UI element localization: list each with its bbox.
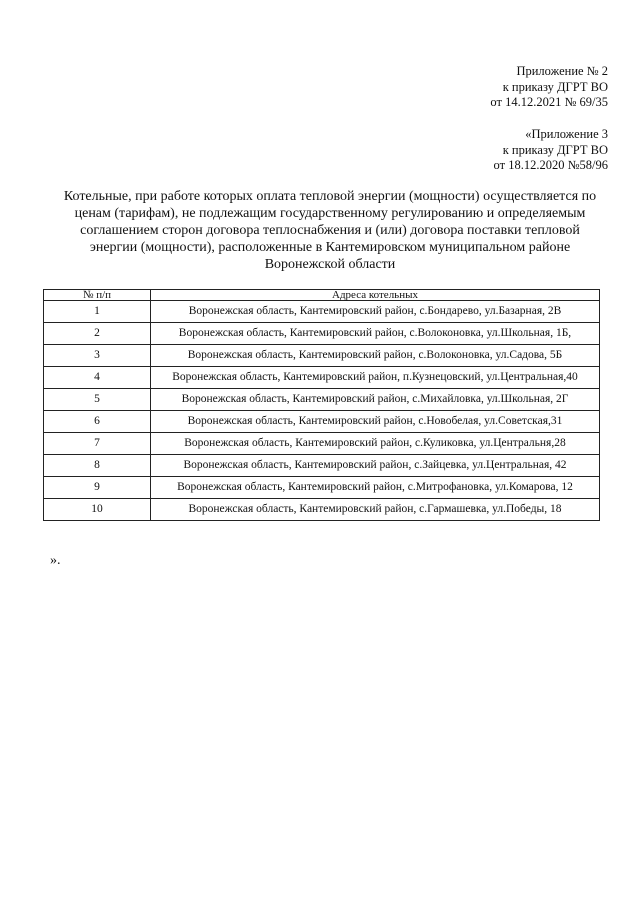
row-number: 3 [44, 345, 151, 367]
table-row [44, 411, 600, 433]
row-address: Воронежская область, Кантемировский район, с.Зайцевка, ул.Центральная, 42 [151, 455, 600, 477]
attachment-order-line: к приказу ДГРТ ВО [502, 142, 608, 157]
column-header-number: № п/п [44, 290, 151, 301]
table-row [44, 345, 600, 367]
row-number: 4 [44, 367, 151, 389]
row-number: 10 [44, 499, 151, 521]
table-row [44, 389, 600, 411]
row-address: Воронежская область, Кантемировский район, с.Бондарево, ул.Базарная, 2В [151, 301, 600, 323]
table-row [44, 301, 600, 323]
row-address: Воронежская область, Кантемировский район, с.Куликовка, ул.Центральня,28 [151, 433, 600, 455]
attachment-order-line: к приказу ДГРТ ВО [502, 79, 608, 94]
row-number: 1 [44, 301, 151, 323]
row-number: 9 [44, 477, 151, 499]
attachment-header-previous [494, 127, 608, 174]
row-address: Воронежская область, Кантемировский район, п.Кузнецовский, ул.Центральная,40 [151, 367, 600, 389]
document-title: Котельные, при работе которых оплата тепловой энергии (мощности) осуществляется по ценам (тарифам), не подлежащим государственному регулированию и определяемым соглашением сторон договора теплоснабжения и (или) договора поставки тепловой энергии (мощности), расположенные в Кантемировском муниципальном районе Воронежской области [63, 189, 597, 272]
attachment-line: Приложение № 2 [516, 64, 608, 78]
row-number: 6 [44, 411, 151, 433]
row-address: Воронежская область, Кантемировский район, с.Митрофановка, ул.Комарова, 12 [151, 477, 600, 499]
closing-quote: ». [50, 553, 61, 568]
row-address: Воронежская область, Кантемировский район, с.Новобелая, ул.Советская,31 [151, 411, 600, 433]
table-row [44, 367, 600, 389]
row-number: 2 [44, 323, 151, 345]
table-row [44, 455, 600, 477]
table-row [44, 323, 600, 345]
row-address: Воронежская область, Кантемировский район, с.Волоконовка, ул.Школьная, 1Б, [151, 323, 600, 345]
table-header-row [44, 290, 600, 301]
table-row [44, 477, 600, 499]
column-header-address: Адреса котельных [151, 290, 600, 301]
table-row [44, 499, 600, 521]
attachment-line: «Приложение 3 [525, 127, 608, 141]
row-address: Воронежская область, Кантемировский район, с.Волоконовка, ул.Садова, 5Б [151, 345, 600, 367]
table-row [44, 433, 600, 455]
row-number: 8 [44, 455, 151, 477]
boiler-address-table [43, 289, 600, 521]
row-address: Воронежская область, Кантемировский район, с.Гармашевка, ул.Победы, 18 [151, 499, 600, 521]
attachment-date-line: от 14.12.2021 № 69/35 [490, 95, 608, 109]
row-address: Воронежская область, Кантемировский район, с.Михайловка, ул.Школьная, 2Г [151, 389, 600, 411]
attachment-header-current [490, 64, 608, 111]
row-number: 5 [44, 389, 151, 411]
attachment-date-line: от 18.12.2020 №58/96 [493, 158, 608, 172]
row-number: 7 [44, 433, 151, 455]
